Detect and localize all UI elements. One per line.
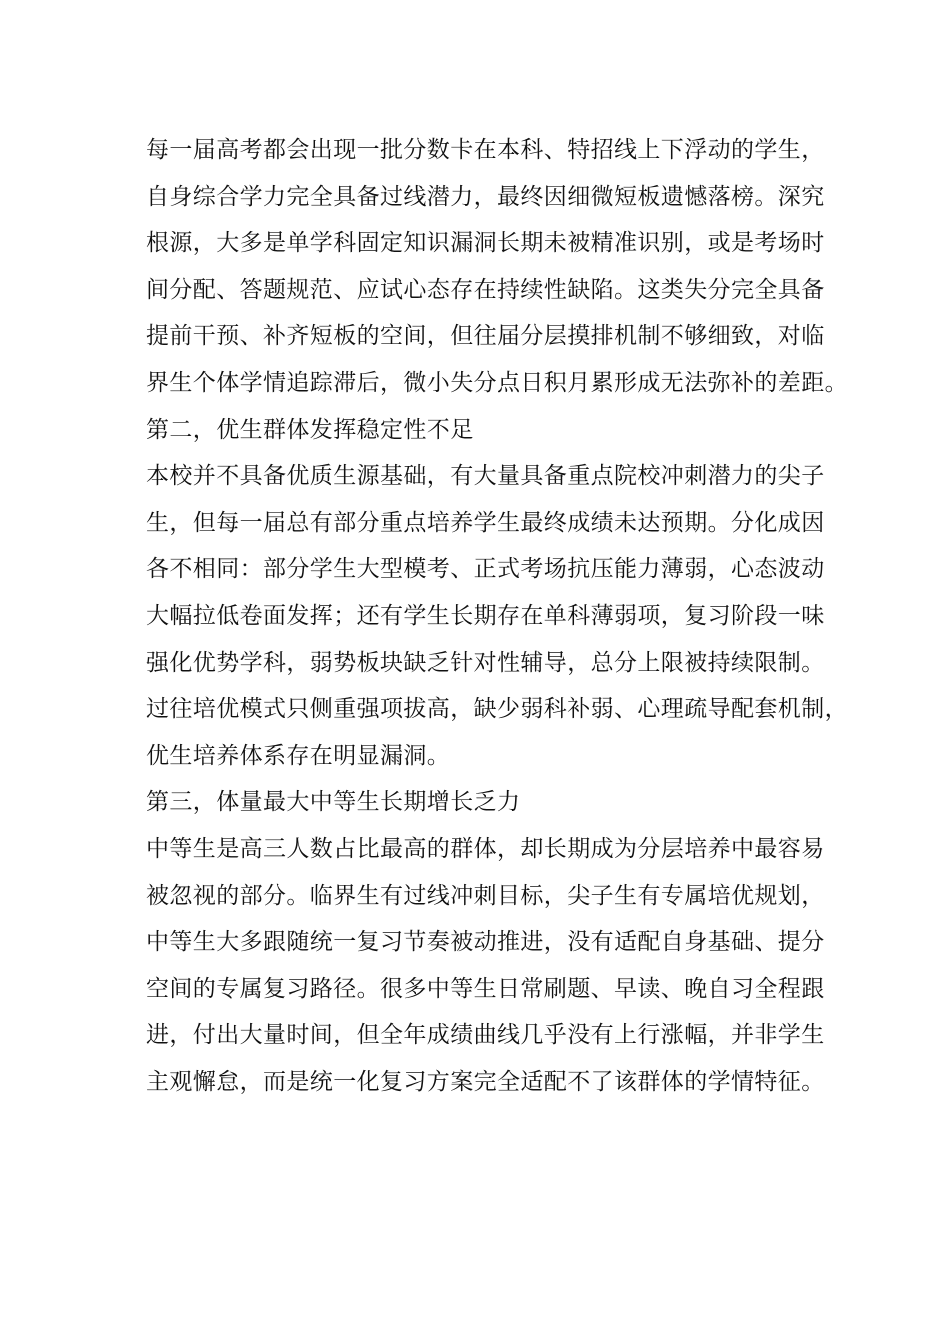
paragraph-line: 强化优势学科，弱势板块缺乏针对性辅导，总分上限被持续限制。 <box>146 649 825 676</box>
paragraph-line: 本校并不具备优质生源基础，有大量具备重点院校冲刺潜力的尖子 <box>146 463 825 490</box>
paragraph-line: 界生个体学情追踪滞后，微小失分点日积月累形成无法弥补的差距。 <box>146 369 848 396</box>
paragraph-line: 被忽视的部分。临界生有过线冲刺目标，尖子生有专属培优规划， <box>146 882 825 909</box>
paragraph-line: 间分配、答题规范、应试心态存在持续性缺陷。这类失分完全具备 <box>146 276 825 303</box>
paragraph-line: 优生培养体系存在明显漏洞。 <box>146 742 451 769</box>
paragraph-line: 空间的专属复习路径。很多中等生日常刷题、早读、晚自习全程跟 <box>146 975 825 1002</box>
section-heading: 第二，优生群体发挥稳定性不足 <box>146 416 474 443</box>
paragraph-line: 提前干预、补齐短板的空间，但往届分层摸排机制不够细致，对临 <box>146 323 825 350</box>
paragraph-line: 中等生大多跟随统一复习节奏被动推进，没有适配自身基础、提分 <box>146 929 825 956</box>
paragraph-line: 生，但每一届总有部分重点培养学生最终成绩未达预期。分化成因 <box>146 509 825 536</box>
paragraph-line: 自身综合学力完全具备过线潜力，最终因细微短板遗憾落榜。深究 <box>146 183 825 210</box>
paragraph-line: 过往培优模式只侧重强项拔高，缺少弱科补弱、心理疏导配套机制， <box>146 696 848 723</box>
section-heading: 第三，体量最大中等生长期增长乏力 <box>146 789 521 816</box>
paragraph-line: 进，付出大量时间，但全年成绩曲线几乎没有上行涨幅，并非学生 <box>146 1022 825 1049</box>
paragraph-line: 中等生是高三人数占比最高的群体，却长期成为分层培养中最容易 <box>146 835 825 862</box>
paragraph-line: 主观懈怠，而是统一化复习方案完全适配不了该群体的学情特征。 <box>146 1068 825 1095</box>
paragraph-line: 各不相同：部分学生大型模考、正式考场抗压能力薄弱，心态波动 <box>146 556 825 583</box>
paragraph-line: 根源，大多是单学科固定知识漏洞长期未被精准识别，或是考场时 <box>146 230 825 257</box>
document-body <box>146 127 848 1105</box>
paragraph-line: 大幅拉低卷面发挥；还有学生长期存在单科薄弱项，复习阶段一味 <box>146 602 825 629</box>
paragraph-line: 每一届高考都会出现一批分数卡在本科、特招线上下浮动的学生， <box>146 137 825 163</box>
